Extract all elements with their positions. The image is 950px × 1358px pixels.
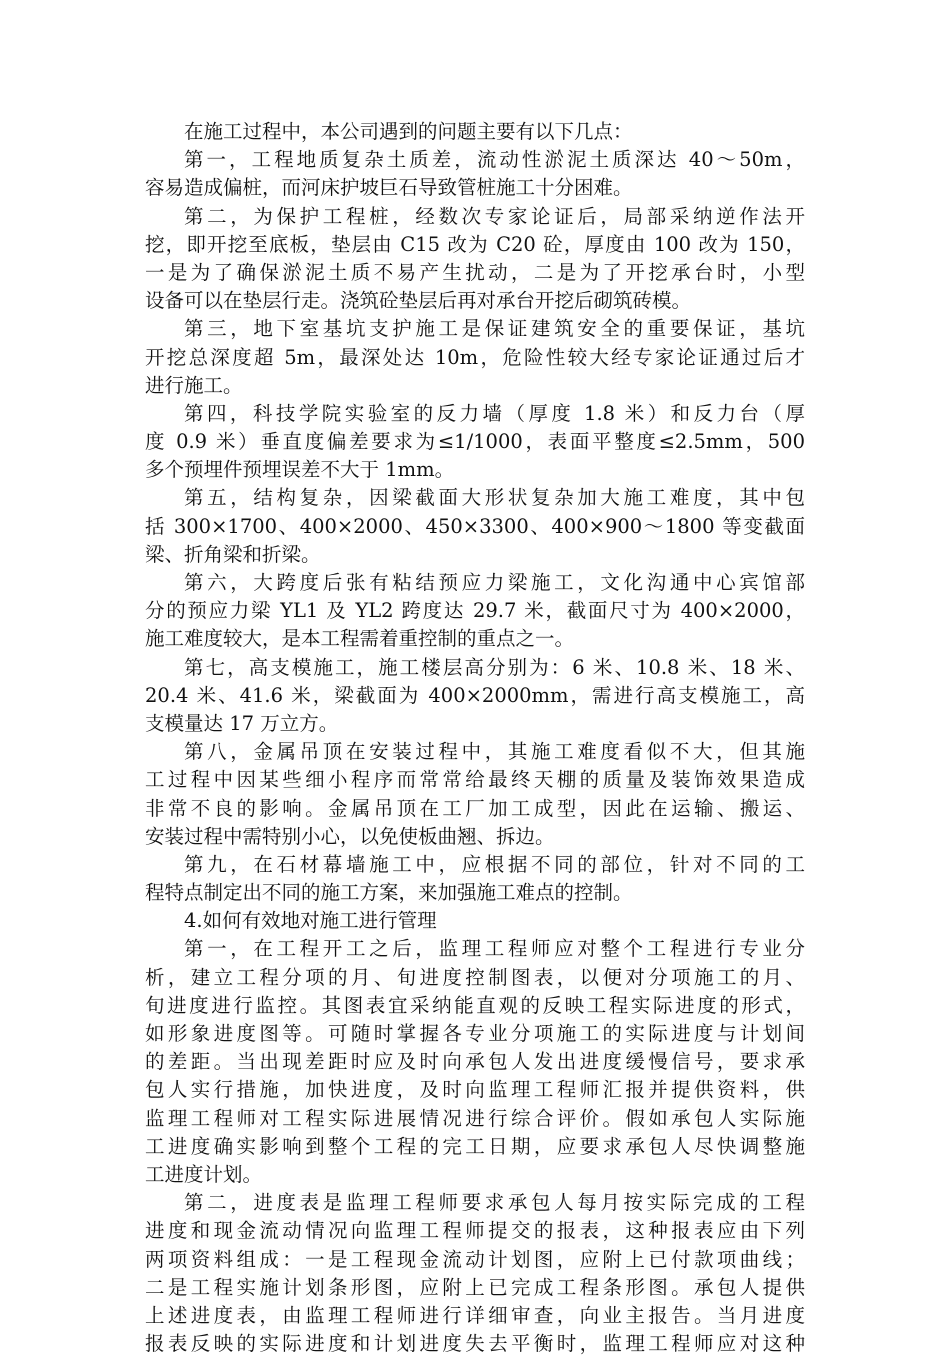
text-line: 安装过程中需特别小心，以免使板曲翘、拆边。 (145, 824, 555, 848)
text-line: 两项资料组成：一是工程现金流动计划图，应附上已付款项曲线； (145, 1247, 805, 1271)
text-line: 的差距。当出现差距时应及时向承包人发出进度缓慢信号，要求承 (145, 1050, 805, 1074)
document-body (145, 118, 805, 1358)
text-line: 第一，在工程开工之后，监理工程师应对整个工程进行专业分 (184, 937, 805, 961)
text-line: 工进度确实影响到整个工程的完工日期，应要求承包人尽快调整施 (145, 1134, 805, 1158)
text-line: 20.4 米、41.6 米，梁截面为 400×2000mm，需进行高支模施工，高 (145, 683, 805, 707)
text-line: 支模量达 17 万立方。 (145, 711, 339, 735)
text-line: 旬进度进行监控。其图表宜采纳能直观的反映工程实际进度的形式， (145, 993, 805, 1017)
text-line: 一是为了确保淤泥土质不易产生扰动，二是为了开挖承台时，小型 (145, 260, 805, 284)
text-line: 第三，地下室基坑支护施工是保证建筑安全的重要保证，基坑 (184, 317, 805, 341)
text-line: 多个预埋件预埋误差不大于 1mm。 (145, 458, 455, 482)
text-line: 工过程中因某些细小程序而常常给最终天棚的质量及装饰效果造成 (145, 768, 805, 792)
text-line: 第五，结构复杂，因梁截面大形状复杂加大施工难度，其中包 (184, 486, 805, 510)
text-line: 第八，金属吊顶在安装过程中，其施工难度看似不大，但其施 (184, 740, 805, 764)
text-line: 4.如何有效地对施工进行管理 (184, 909, 437, 933)
text-line: 设备可以在垫层行走。浇筑砼垫层后再对承台开挖后砌筑砖模。 (145, 289, 692, 313)
text-line: 第六，大跨度后张有粘结预应力梁施工，文化沟通中心宾馆部 (184, 571, 805, 594)
text-line: 第一，工程地质复杂土质差，流动性淤泥土质深达 40～50m， (184, 148, 805, 172)
text-line: 如形象进度图等。可随时掌握各专业分项施工的实际进度与计划间 (145, 1022, 805, 1045)
text-line: 报表反映的实际进度和计划进度失去平衡时，监理工程师应对这种 (145, 1332, 805, 1356)
text-line: 梁、折角梁和折梁。 (145, 542, 321, 566)
text-line: 上述进度表，由监理工程师进行详细审查，向业主报告。当月进度 (145, 1303, 805, 1327)
text-line: 第九，在石材幕墙施工中，应根据不同的部位，针对不同的工 (184, 852, 805, 876)
text-line: 在施工过程中，本公司遇到的问题主要有以下几点： (184, 120, 633, 143)
text-line: 分的预应力梁 YL1 及 YL2 跨度达 29.7 米，截面尺寸为 400×2000， (145, 599, 805, 623)
text-line: 括 300×1700、400×2000、450×3300、400×900～1800 等变截面 (145, 514, 805, 538)
text-line: 第七，高支模施工，施工楼层高分别为：6 米、10.8 米、18 米、 (184, 655, 805, 679)
text-line: 进度和现金流动情况向监理工程师提交的报表，这种报表应由下列 (145, 1219, 805, 1243)
text-line: 非常不良的影响。金属吊顶在工厂加工成型，因此在运输、搬运、 (145, 796, 805, 820)
text-line: 容易造成偏桩，而河床护坡巨石导致管桩施工十分困难。 (145, 176, 633, 200)
text-line: 程特点制定出不同的施工方案，来加强施工难点的控制。 (145, 881, 633, 905)
text-line: 开挖总深度超 5m，最深处达 10m，危险性较大经专家论证通过后才 (145, 345, 805, 369)
text-line: 度 0.9 米）垂直度偏差要求为≤1/1000，表面平整度≤2.5mm，500 (145, 430, 805, 454)
text-line: 析，建立工程分项的月、旬进度控制图表，以便对分项施工的月、 (145, 965, 805, 989)
text-line: 第二，进度表是监理工程师要求承包人每月按实际完成的工程 (184, 1191, 805, 1215)
text-line: 进行施工。 (145, 373, 243, 397)
text-line: 包人实行措施，加快进度，及时向监理工程师汇报并提供资料，供 (145, 1078, 805, 1102)
text-line: 工进度计划。 (145, 1162, 263, 1186)
text-line: 第四，科技学院实验室的反力墙（厚度 1.8 米）和反力台（厚 (184, 401, 805, 425)
text-line: 二是工程实施计划条形图，应附上已完成工程条形图。承包人提供 (145, 1275, 805, 1299)
text-line: 施工难度较大，是本工程需着重控制的重点之一。 (145, 627, 575, 651)
text-line: 第二，为保护工程桩，经数次专家论证后，局部采纳逆作法开 (184, 204, 805, 228)
text-line: 监理工程师对工程实际进展情况进行综合评价。假如承包人实际施 (145, 1106, 805, 1130)
text-line: 挖，即开挖至底板，垫层由 C15 改为 C20 砼，厚度由 100 改为 150， (145, 232, 805, 256)
